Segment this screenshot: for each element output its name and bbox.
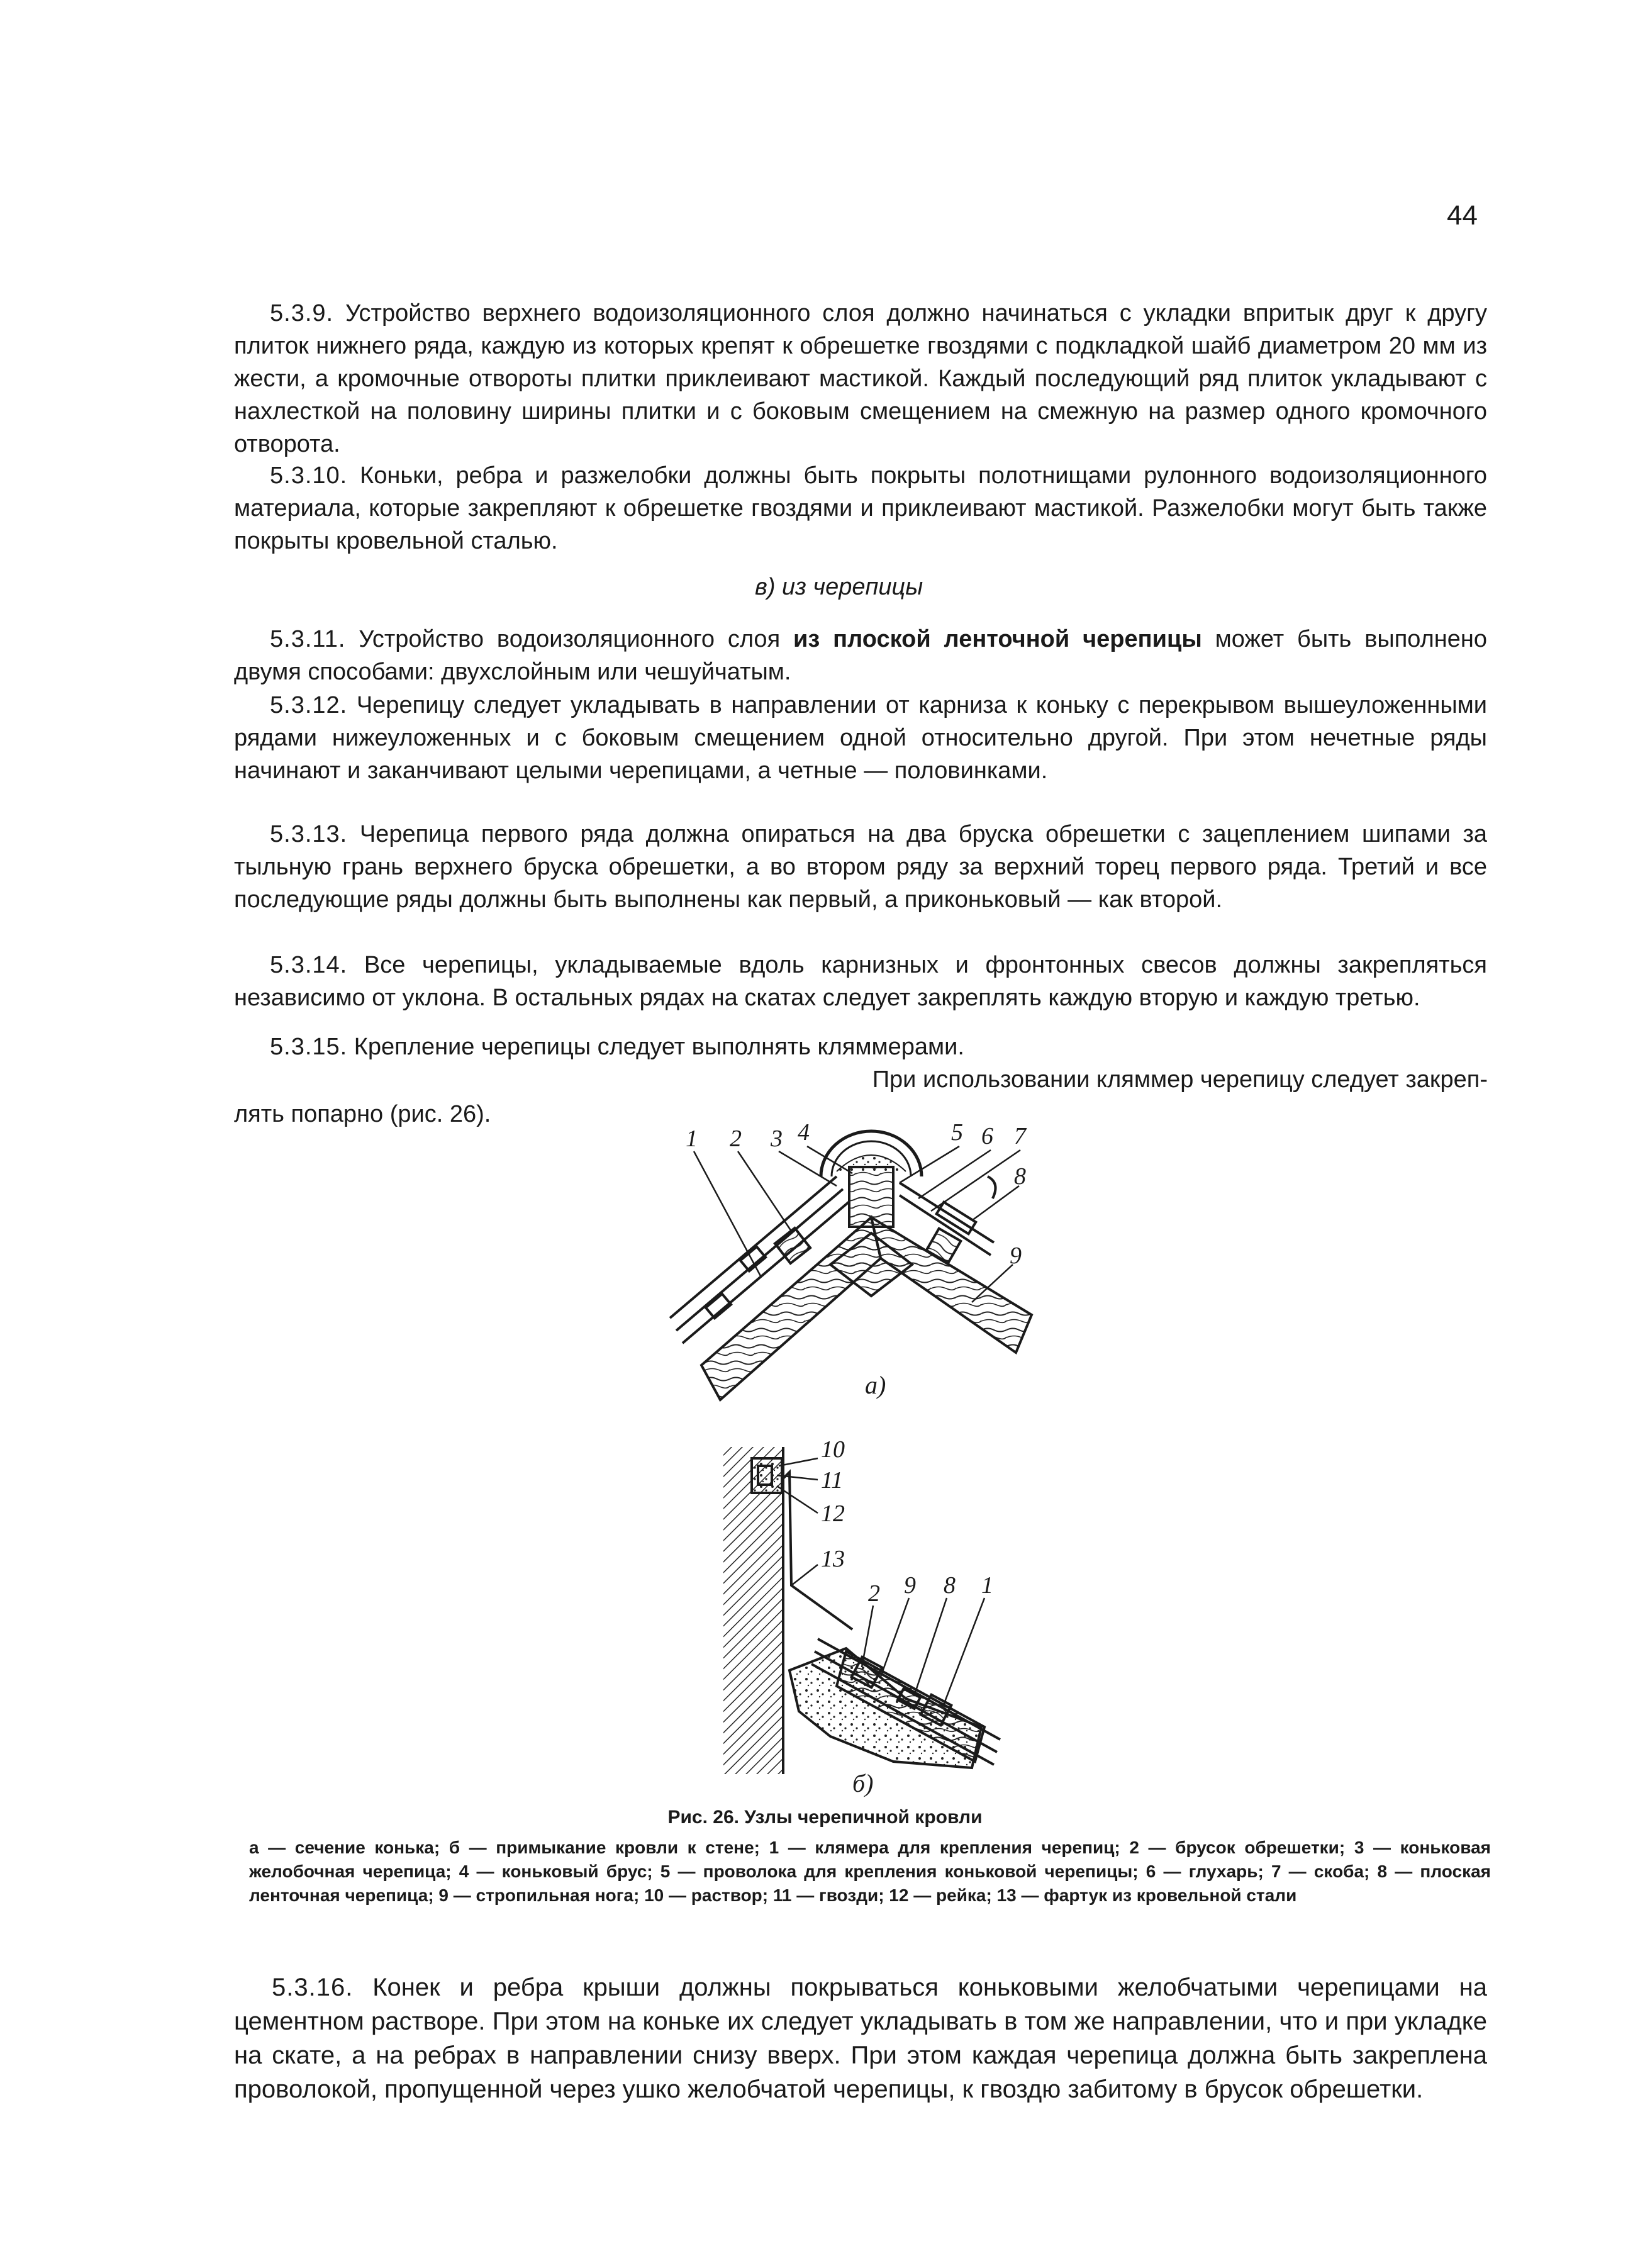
paragraph-text: Черепица первого ряда должна опираться на два бруска обрешетки с зацеплением шипами за тыльную грань верхнего бруска обрешетки, а во втором ряду за верхний торец первого ряда. Третий и все последующие ряды должны быть выполнены как первый, а приконьковый — как второй. <box>234 821 1488 913</box>
figure-caption-title: Рис. 26. Узлы черепичной кровли <box>667 1807 983 1828</box>
label-a-2: 2 <box>730 1126 742 1152</box>
label-b-9: 9 <box>904 1572 916 1599</box>
label-b-10: 10 <box>821 1436 845 1463</box>
figure-caption-body: а — сечение конька; б — примыкание кровли к стене; 1 — клямера для крепления черепиц; 2 — брусок обрешетки; 3 — коньковая желобочная черепица; 4 — коньковый брус; 5 — проволока для крепления коньковой черепицы; 6 — глухарь; 7 — скоба; 8 — плоская ленточная черепица; 9 — стропильная нога; 10 — раствор; 11 — гвозди; 12 — рейка; 13 — фартук из кровельной стали <box>249 1838 1491 1905</box>
label-a-9: 9 <box>1010 1243 1022 1269</box>
tile-clip-left-2 <box>706 1294 731 1319</box>
clamp <box>988 1176 996 1198</box>
page-number: 44 <box>1447 200 1478 231</box>
label-b-12: 12 <box>821 1500 845 1527</box>
subfigure-a-label: а) <box>865 1371 886 1399</box>
paragraph-text: Конек и ребра крыши должны покрываться коньковыми желобчатыми черепицами на цементном растворе. При этом на коньке их следует укладывать в том же направлении, что и при укладке на скате, а на ребрах в направлении снизу вверх. При этом каждая черепица должна быть закреплена проволокой, пропущенной через ушко желобчатой черепицы, к гвоздю забитому в брусок обрешетки. <box>234 1974 1487 2103</box>
paragraph-text: Все черепицы, укладываемые вдоль карнизных и фронтонных свесов должны закрепляться независимо от уклона. В остальных рядах на скатах следует закреплять каждую вторую и каждую третью. <box>234 952 1487 1011</box>
paragraph-bold-text: из плоской ленточной черепицы <box>793 626 1202 652</box>
label-b-8: 8 <box>944 1572 956 1599</box>
label-b-2: 2 <box>868 1580 880 1607</box>
label-a-8: 8 <box>1014 1163 1026 1190</box>
paragraph-number: 5.3.10. <box>270 462 348 489</box>
label-a-4: 4 <box>798 1119 810 1146</box>
clammer-text-right: При использовании кляммер черепицу следует закреп- <box>872 1066 1488 1093</box>
paragraph-number: 5.3.14. <box>270 952 348 978</box>
figure-b-wall-junction <box>723 1447 1000 1774</box>
section-subheading: в) из черепицы <box>755 574 923 600</box>
ridge-beam <box>849 1167 893 1227</box>
tile-clip-left <box>740 1247 766 1271</box>
figure-a-ridge-section <box>670 1131 1032 1400</box>
label-b-11: 11 <box>821 1467 844 1494</box>
paragraph-text: Устройство водоизоляционного слоя <box>359 626 781 652</box>
label-a-1: 1 <box>686 1126 698 1152</box>
label-b-1: 1 <box>981 1572 993 1599</box>
wall <box>723 1447 783 1774</box>
paragraph-text: Крепление черепицы следует выполнять кляммерами. <box>354 1034 964 1060</box>
label-a-6: 6 <box>981 1123 993 1149</box>
paragraph-number: 5.3.13. <box>270 821 348 847</box>
label-a-7: 7 <box>1014 1123 1026 1149</box>
paragraph-number: 5.3.11. <box>270 626 346 652</box>
paragraph-text: Коньки, ребра и разжелобки должны быть покрыты полотнищами рулонного водоизоляционного материала, которые закрепляют к обрешетке гвоздями и приклеивают мастикой. Разжелобки могут быть также покрыты кровельной сталью. <box>234 462 1487 554</box>
paragraph-number: 5.3.9. <box>270 300 334 327</box>
paragraph-number: 5.3.12. <box>270 692 348 718</box>
ridge-mortar <box>837 1155 906 1171</box>
paragraph-number: 5.3.15. <box>270 1034 348 1060</box>
paragraph-text: может быть выполнено двумя способами: двухслойным или чешуйчатым. <box>234 626 1487 685</box>
subfigure-b-label: б) <box>852 1769 874 1797</box>
paragraph-text: Устройство верхнего водоизоляционного слоя должно начинаться с укладки впритык друг к другу плиток нижнего ряда, каждую из которых крепят к обрешетке гвоздями с подкладкой шайб диаметром 20 мм из жести, а кромочные отвороты плитки приклеивают мастикой. Каждый последующий ряд плиток укладывают с нахлесткой на половину ширины плитки и с боковым смещением на смежную на размер одного кромочного отворота. <box>234 300 1488 457</box>
label-a-5: 5 <box>951 1119 963 1146</box>
paragraph-number: 5.3.16. <box>272 1974 354 2001</box>
clammer-text-left: лять попарно (рис. 26). <box>234 1101 491 1127</box>
paragraph-text: Черепицу следует укладывать в направлении от карниза к коньку с перекрывом вышеуложенными рядами нижеуложенных и с боковым смещением одной относительно другой. При этом нечетные ряды начинают и заканчивают целыми черепицами, а четные — половинками. <box>234 692 1487 784</box>
label-a-3: 3 <box>771 1126 783 1152</box>
paragraph-5-3-16 <box>234 1970 1487 2106</box>
label-b-13: 13 <box>821 1546 845 1572</box>
